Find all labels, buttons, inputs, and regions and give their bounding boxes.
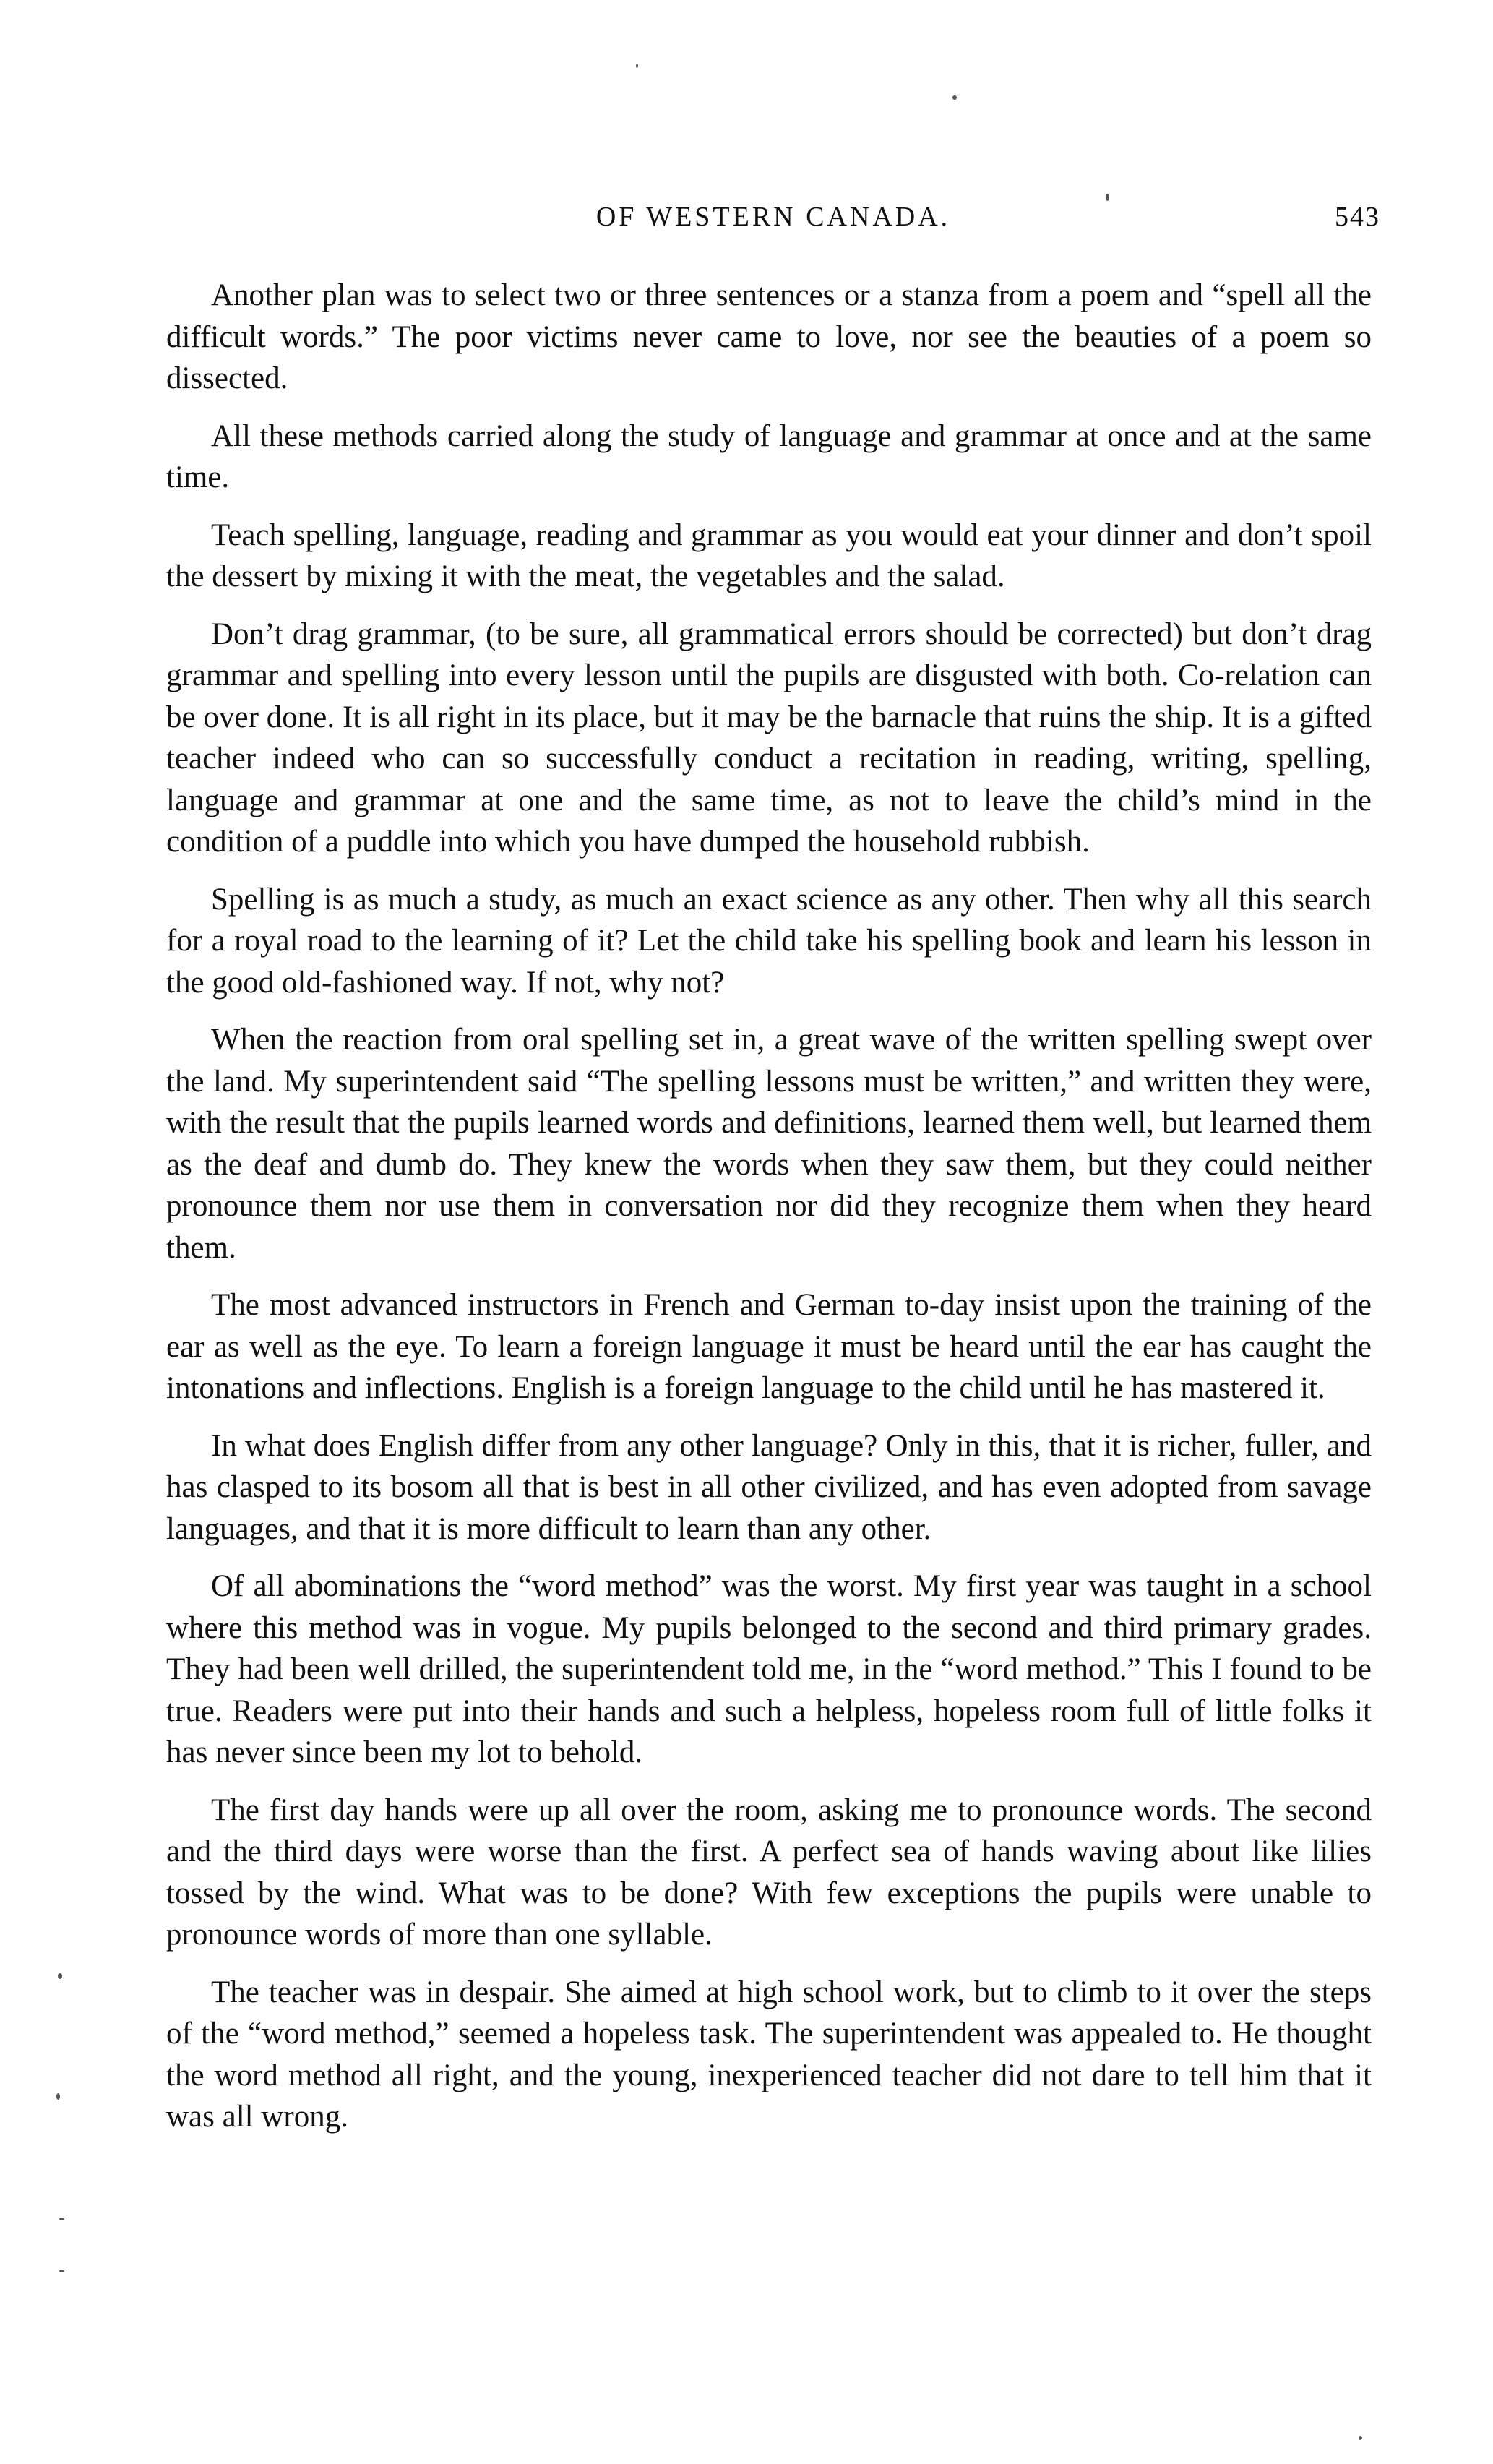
scan-speck [56,2093,60,2100]
paragraph-6: When the reaction from oral spelling set in, a great wave of the written spelling swept over the land. My superintendent said “The spelling lessons must be written,” and written they were, with the result that the pupils learned words and definitions, learned them well, but learned them as the deaf and dumb do. They knew the words when they saw them, but they could neither pronounce them nor use them in conversation nor did they recognize them when they heard them. [166,1023,1372,1265]
paragraph-10: The first day hands were up all over the room, asking me to pronounce words. The second and the third days were worse than the first. A perfect sea of hands waving about like lilies tossed by the wind. What was to be done? With few exceptions the pupils were unable to pronounce words of more than one syllable. [166,1793,1372,1952]
paragraph-8: In what does English differ from any other language? Only in this, that it is richer, fuller, and has clasped to its bosom all that is best in all other civilized, and has even adopted from savage languages, and that it is more difficult to learn than any other. [166,1428,1372,1546]
page-header [166,201,1380,244]
paragraph-2: All these methods carried along the study of language and grammar at once and at the same time. [166,418,1372,494]
scan-speck [1106,194,1109,201]
running-head: OF WESTERN CANADA. [595,202,951,232]
paragraph-3: Teach spelling, language, reading and grammar as you would eat your dinner and don’t spoil the dessert by mixing it with the meat, the vegetables and the salad. [166,518,1372,593]
paragraph-4: Don’t drag grammar, (to be sure, all grammatical errors should be corrected) but don’t drag grammar and spelling into every lesson until the pupils are disgusted with both. Co-relation can be over done. It is all right in its place, but it may be the barnacle that ruins the ship. It is a gifted teacher indeed who can so successfully conduct a recitation in reading, writing, spelling, language and grammar at one and the same time, as not to leave the child’s mind in the condition of a puddle into which you have dumped the household rubbish. [166,617,1372,859]
scan-speck [1359,2436,1362,2440]
paragraph-11: The teacher was in despair. She aimed at high school work, but to climb to it over the steps of the “word method,” seemed a hopeless task. The superintendent was appealed to. He thought the word method all right, and the young, inexperienced teacher did not dare to tell him that it was all wrong. [166,1975,1372,2134]
scan-speck [952,95,957,100]
paragraph-9: Of all abominations the “word method” was the worst. My first year was taught in a school where this method was in vogue. My pupils belonged to the second and third primary grades. They had been well drilled, the superintendent told me, in the “word method.” This I found to be true. Readers were put into their hands and such a helpless, hopeless room full of little folks it has never since been my lot to behold. [166,1569,1372,1769]
scan-speck [58,1973,62,1979]
body-text [166,275,1372,2154]
paragraph-5: Spelling is as much a study, as much an exact science as any other. Then why all this search for a royal road to the learning of it? Let the child take his spelling book and learn his lesson in the good old-fashioned way. If not, why not? [166,882,1372,1000]
scan-speck [59,2218,64,2220]
scan-speck [59,2270,64,2272]
page-number: 543 [1335,202,1380,232]
scan-speck [636,64,638,68]
paragraph-7: The most advanced instructors in French and German to-day insist upon the training of the ear as well as the eye. To learn a foreign language it must be heard until the ear has caught the intonations and inflections. English is a foreign language to the child until he has mastered it. [166,1288,1372,1405]
paragraph-1: Another plan was to select two or three sentences or a stanza from a poem and “spell all the difficult words.” The poor victims never came to love, nor see the beauties of a poem so dissected. [166,278,1372,395]
